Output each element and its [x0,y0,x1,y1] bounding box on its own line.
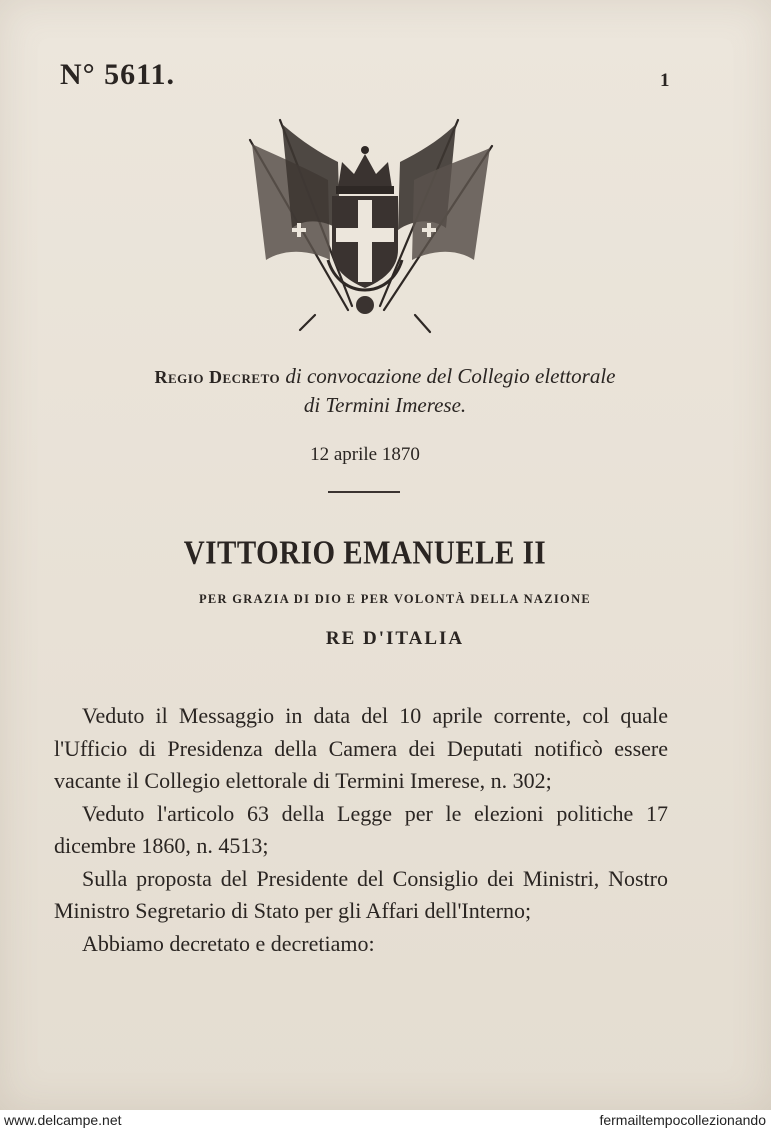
decree-title-line1: di convocazione del Collegio elettorale [285,364,616,388]
decree-title [60,362,710,419]
decree-lead: Regio Decreto [154,367,281,387]
divider [328,491,400,493]
body-paragraph: Veduto il Messaggio in data del 10 aprile corrente, col quale l'Ufficio di Presidenza della Camera dei Deputati notificò essere vacante il Collegio elettorale di Termini Imerese, n. 302; [54,703,668,793]
sovereign-grace: PER GRAZIA DI DIO E PER VOLONTÀ DELLA NAZIONE [198,592,592,606]
body-paragraph: Veduto l'articolo 63 della Legge per le elezioni politiche 17 dicembre 1860, n. 4513; [54,800,668,858]
decree-title-line2: di Termini Imerese. [303,393,467,417]
decree-body [54,700,668,960]
decree-number: N° 5611. [60,58,176,91]
body-paragraph: Sulla proposta del Presidente del Consiglio dei Ministri, Nostro Ministro Segretario di Stato per gli Affari dell'Interno; [54,865,668,923]
body-paragraph: Abbiamo decretato e decretiamo: [82,930,375,956]
footer-seller: fermailtempocollezionando [599,1112,766,1128]
savoy-coat-of-arms-icon [230,110,500,340]
sovereign-title: RE D'ITALIA [325,628,465,649]
sovereign-name: VITTORIO EMANUELE II [183,534,547,572]
decree-date: 12 aprile 1870 [310,444,420,465]
watermark-footer [0,1110,771,1131]
page-number: 1 [660,70,670,91]
footer-site: www.delcampe.net [4,1112,122,1128]
